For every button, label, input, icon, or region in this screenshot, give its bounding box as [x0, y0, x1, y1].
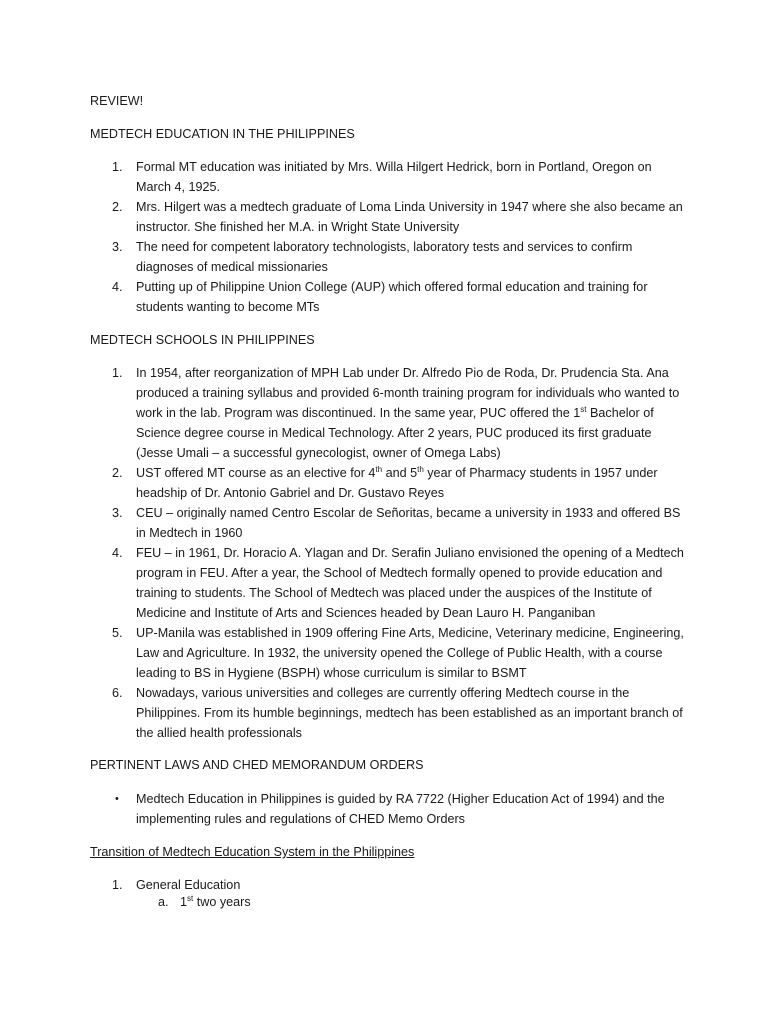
list-item-text: UP-Manila was established in 1909 offering Fine Arts, Medicine, Veterinary medicine, Engineering, Law and Agriculture. In 1932, the university opened the College of Public Health, with a course leading to BS in Hygiene (BSPH) whose curriculum is similar to BSMT: [136, 626, 684, 680]
text-part: In 1954, after reorganization of MPH Lab under Dr. Alfredo Pio de Roda, Dr. Prudencia Sta. Ana produced a training syllabus and provided 6-month training program for individuals who wanted to work in the lab. Program was discontinued. In the same year, PUC offered the 1: [136, 366, 680, 420]
list-item-number: 6.: [112, 686, 123, 700]
list-item: [0, 237, 688, 277]
text-part: two years: [193, 895, 251, 909]
list-item-number: 2.: [112, 200, 123, 214]
list-item-number: 4.: [112, 546, 123, 560]
heading-review: REVIEW!: [90, 94, 144, 108]
text-part: UST offered MT course as an elective for 4: [136, 466, 376, 480]
text-part: Bachelor of Science degree course in Medical Technology. After 2 years, PUC produced its first graduate (Jesse Umali – a successful gynecologist, owner of Omega Labs): [136, 406, 654, 460]
list-item-text: Nowadays, various universities and colleges are currently offering Medtech course in the Philippines. From its humble beginnings, medtech has been established as an important branch of the allied health professionals: [136, 686, 683, 740]
list-item-text: FEU – in 1961, Dr. Horacio A. Ylagan and Dr. Serafin Juliano envisioned the opening of a Medtech program in FEU. After a year, the School of Medtech formally opened to provide education and training to students. The School of Medtech was placed under the auspices of the Institute of Medicine and Institute of Arts and Sciences headed by Dean Lauro H. Panganiban: [136, 546, 684, 620]
sublist-item-letter: a.: [158, 895, 169, 909]
list-item-number: 3.: [112, 506, 123, 520]
list-item-text: Putting up of Philippine Union College (AUP) which offered formal education and training for students wanting to become MTs: [136, 280, 648, 314]
list-item-number: 1.: [112, 160, 123, 174]
list-item-text: General Education: [136, 878, 241, 892]
list-item: [0, 157, 688, 197]
list-item-text: [136, 366, 679, 460]
bullet-icon: •: [115, 793, 119, 805]
list-item: [0, 683, 688, 743]
list-item: [0, 503, 688, 543]
list-item: [0, 197, 688, 237]
superscript: st: [187, 893, 194, 903]
medtech-schools-list: [0, 363, 688, 743]
list-item-text: Medtech Education in Philippines is guided by RA 7722 (Higher Education Act of 1994) and the implementing rules and regulations of CHED Memo Orders: [136, 792, 665, 826]
list-item: [0, 789, 688, 829]
heading-medtech-schools: MEDTECH SCHOOLS IN PHILIPPINES: [90, 333, 315, 347]
list-item-text: CEU – originally named Centro Escolar de Señoritas, became a university in 1933 and offered BS in Medtech in 1960: [136, 506, 681, 540]
medtech-education-list: [0, 157, 688, 317]
superscript: th: [375, 464, 383, 474]
list-item-number: 1.: [112, 366, 123, 380]
list-item-number: 5.: [112, 626, 123, 640]
list-item: [0, 277, 688, 317]
list-item-number: 4.: [112, 280, 123, 294]
sublist-item: [0, 892, 251, 912]
heading-pertinent-laws: PERTINENT LAWS AND CHED MEMORANDUM ORDERS: [90, 758, 424, 772]
text-part: and 5: [382, 466, 418, 480]
list-item-number: 1.: [112, 878, 123, 892]
list-item-number: 2.: [112, 466, 123, 480]
superscript: st: [580, 404, 587, 414]
list-item: [0, 543, 688, 623]
transition-sublist: [0, 892, 251, 912]
text-part: 1: [180, 895, 188, 909]
laws-list: [0, 789, 688, 829]
list-item: [0, 463, 688, 503]
list-item-text: Mrs. Hilgert was a medtech graduate of Loma Linda University in 1947 where she also became an instructor. She finished her M.A. in Wright State University: [136, 200, 683, 234]
list-item-text: The need for competent laboratory technologists, laboratory tests and services to confirm diagnoses of medical missionaries: [136, 240, 633, 274]
superscript: th: [417, 464, 424, 474]
list-item: [0, 363, 688, 463]
list-item-text: [136, 466, 658, 500]
sublist-item-text: [180, 895, 251, 909]
text-part: year of Pharmacy students in 1957 under headship of Dr. Antonio Gabriel and Dr. Gustavo Reyes: [136, 466, 658, 500]
list-item: [0, 623, 688, 683]
heading-transition: Transition of Medtech Education System in the Philippines: [90, 845, 415, 859]
list-item-number: 3.: [112, 240, 123, 254]
heading-medtech-education: MEDTECH EDUCATION IN THE PHILIPPINES: [90, 127, 355, 141]
list-item-text: Formal MT education was initiated by Mrs. Willa Hilgert Hedrick, born in Portland, Oregon on March 4, 1925.: [136, 160, 652, 194]
